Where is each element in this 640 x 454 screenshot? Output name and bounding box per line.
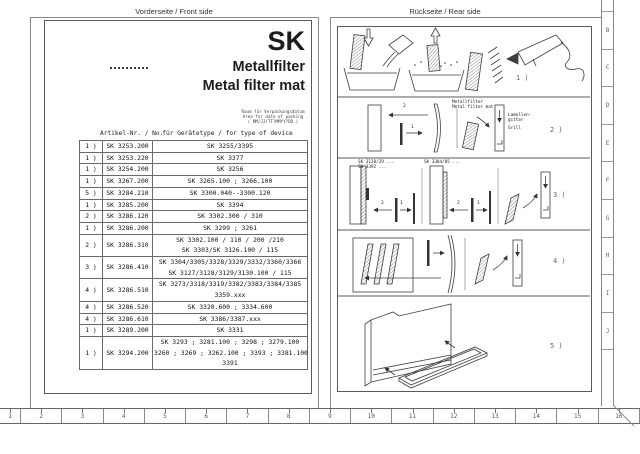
drawing-border-column-ruler	[0, 408, 640, 424]
ruler-cell: 4	[104, 409, 145, 423]
letter-strip-spacer	[602, 0, 613, 11]
article-no-cell: SK 3294.200	[103, 336, 153, 369]
device-types-cell	[153, 301, 308, 313]
arrow-down-icon	[364, 29, 373, 46]
row-letter-cell: D	[602, 86, 613, 124]
sk-variant-a2: SK 3392 ...	[358, 165, 387, 171]
table-row	[80, 211, 308, 223]
column-header-device: für Gerätetype / for type of device	[162, 130, 293, 137]
device-types-line: SK 3377	[216, 153, 244, 162]
table-row	[80, 176, 308, 188]
article-no-cell: SK 3254.200	[103, 164, 153, 176]
article-no-cell: SK 3285.200	[103, 199, 153, 211]
arrow-digit-1: 1	[400, 201, 403, 206]
metal-filter-label	[452, 100, 493, 111]
device-types-line: SK 3293 ; 3281.100 ; 3298 ; 3279.100	[160, 337, 300, 346]
ref-mark-cell: 1 )	[80, 152, 103, 164]
grill-label-l3: Grill	[508, 125, 521, 131]
column-header-article: Artikel-Nr. / No.	[100, 130, 164, 137]
title-german: Metallfilter	[232, 59, 305, 75]
step5-hood-illustration	[365, 304, 487, 388]
table-row	[80, 199, 308, 211]
device-types-cell	[153, 211, 308, 223]
spray-jet-lines	[488, 47, 503, 83]
filter-mat-icon	[475, 254, 489, 284]
device-types-line: 3359.xxx	[214, 291, 246, 300]
arrow-digit-2: 2	[457, 201, 460, 206]
device-types-line: 3391	[222, 359, 238, 368]
table-row	[80, 336, 308, 369]
device-types-cell	[153, 152, 308, 164]
soak-tub-icon	[409, 70, 464, 91]
parts-table	[79, 140, 308, 370]
ref-mark-cell: 4 )	[80, 313, 103, 325]
packing-note-line3: ( MM/JJ/TT?MMYY?DD )	[247, 119, 299, 125]
device-types-cell	[153, 164, 308, 176]
filter-mat-icon	[427, 45, 440, 72]
step1-label: 1 )	[516, 74, 529, 82]
table-row	[80, 152, 308, 164]
header-underline-left	[30, 17, 318, 18]
table-row	[80, 301, 308, 313]
ref-mark-cell: 5 )	[80, 187, 103, 199]
sk-variant-label-b: SK 3304/05 ...	[424, 160, 461, 165]
arrow-digit-2: 2	[403, 104, 406, 109]
device-types-line: SK 3304/3305/3328/3329/3332/3360/3366	[158, 258, 302, 267]
step3-label: 3 )	[553, 191, 566, 199]
rear-instructions-drawing	[337, 26, 590, 390]
device-types-cell	[153, 313, 308, 325]
row-letter-cell: H	[602, 237, 613, 275]
fold-line-left	[318, 17, 319, 408]
arrow-up-icon	[431, 28, 440, 43]
device-types-line: SK 3386/3387.xxx	[199, 314, 261, 323]
device-types-line: SK 3320.600 ; 3334.600	[187, 302, 273, 311]
ruler-cell: 5	[145, 409, 186, 423]
arrow-digit-2: 2	[381, 201, 384, 206]
ref-mark-cell: 2 )	[80, 234, 103, 256]
row-letter-cell: C	[602, 49, 613, 87]
ref-mark-cell: 1 )	[80, 176, 103, 188]
step3-variants-illustration	[350, 166, 550, 224]
article-no-cell: SK 3267.200	[103, 176, 153, 188]
front-side-header: Vorderseite / Front side	[135, 7, 213, 16]
packing-date-mark	[110, 67, 150, 69]
article-no-cell: SK 3286.510	[103, 279, 153, 301]
step4-filterbox-illustration	[353, 235, 522, 293]
article-no-cell: SK 3253.220	[103, 152, 153, 164]
article-no-cell: SK 3284.210	[103, 187, 153, 199]
filter-mat-icon	[462, 122, 478, 150]
table-row	[80, 164, 308, 176]
arrow-digit-1: 1	[477, 201, 480, 206]
row-letter-cell: G	[602, 199, 613, 237]
article-no-cell: SK 3286.310	[103, 234, 153, 256]
ruler-cell: 8	[269, 409, 310, 423]
article-no-cell: SK 3286.410	[103, 257, 153, 279]
metal-filter-label-de: Metallfilter	[452, 100, 484, 105]
device-types-line: SK 3127/3128/3129/3130.100 / 115	[168, 268, 292, 277]
ref-mark-cell: 1 )	[80, 199, 103, 211]
filter-mat-icon	[505, 194, 519, 224]
device-types-line: 3260 ; 3269 ; 3262.100 ; 3393 ; 3381.100	[154, 348, 308, 357]
row-letter-cell: I	[602, 274, 613, 312]
wash-tub-icon	[344, 68, 400, 90]
row-letter-cell	[602, 349, 613, 387]
title-english: Metal filter mat	[202, 78, 305, 94]
device-types-line: SK 3273/3318/3319/3382/3383/3384/3385	[158, 280, 302, 289]
ruler-cell: 14	[516, 409, 557, 423]
table-row	[80, 187, 308, 199]
device-types-cell	[153, 222, 308, 234]
metal-filter-label-en: Metal filter mat	[452, 105, 494, 111]
spray-nozzle-icon	[507, 53, 518, 64]
filter-mat-icon	[350, 35, 365, 70]
article-no-cell: SK 3286.120	[103, 211, 153, 223]
device-types-cell	[153, 141, 308, 153]
ref-mark-cell: 3 )	[80, 257, 103, 279]
row-letter-cell: F	[602, 161, 613, 199]
header-underline-right	[330, 17, 601, 18]
ref-mark-cell: 1 )	[80, 336, 103, 369]
device-types-cell	[153, 187, 308, 199]
article-no-cell: SK 3286.200	[103, 222, 153, 234]
device-types-line: SK 3299 ; 3261	[203, 223, 257, 232]
ref-mark-cell: 4 )	[80, 279, 103, 301]
device-types-line: SK 3331	[216, 326, 244, 335]
device-types-cell	[153, 336, 308, 369]
device-types-line: SK 3300.040--3300.120	[189, 188, 271, 197]
sk-variant-a1: SK 3128/29 ...	[358, 160, 395, 165]
packing-note-line2: Area for date of packing	[242, 114, 304, 120]
device-types-line: SK 3255/3395	[206, 142, 254, 150]
device-types-line: SK 3303/SK 3126.100 / 115	[181, 246, 279, 255]
device-types-cell	[153, 199, 308, 211]
ruler-cell: 15	[557, 409, 598, 423]
power-cable	[561, 42, 584, 81]
fold-line-right	[330, 17, 331, 408]
ref-mark-cell: 1 )	[80, 325, 103, 337]
table-row	[80, 257, 308, 279]
curved-panel	[448, 235, 452, 293]
packing-note-line1: Raum für Verpackungsdatum	[241, 109, 305, 114]
ruler-cell: 2	[21, 409, 62, 423]
device-types-line: SK 3302.300 / 310	[197, 212, 263, 221]
device-types-cell	[153, 325, 308, 337]
ruler-cell: 16	[599, 409, 640, 423]
table-row	[80, 325, 308, 337]
row-letter-cell: B	[602, 11, 613, 49]
device-types-line: SK 3302.100 / 110 / 200 /210	[176, 235, 284, 244]
drawing-border-row-letters	[601, 0, 614, 406]
device-types-line: SK 3394	[216, 200, 244, 209]
ruler-cell: 3	[62, 409, 103, 423]
article-no-cell: SK 3286.520	[103, 301, 153, 313]
ruler-cell: 6	[186, 409, 227, 423]
ruler-cell: 10	[351, 409, 392, 423]
device-types-cell	[153, 257, 308, 279]
step1-cleaning-illustration	[344, 28, 584, 91]
ruler-cell: 12	[434, 409, 475, 423]
article-no-cell: SK 3289.200	[103, 325, 153, 337]
device-types-line: SK 3265.100 ; 3266.100	[187, 177, 273, 186]
table-row	[80, 222, 308, 234]
table-row	[80, 141, 308, 153]
spray-gun-icon	[518, 35, 563, 65]
grill-label	[508, 113, 531, 131]
ruler-cell: 7	[227, 409, 268, 423]
ref-mark-cell: 4 )	[80, 301, 103, 313]
table-row	[80, 313, 308, 325]
device-types-cell	[153, 279, 308, 301]
ref-mark-cell: 1 )	[80, 141, 103, 153]
table-row	[80, 279, 308, 301]
row-letter-cell: J	[602, 312, 613, 350]
step2-assembly-illustration	[368, 104, 504, 152]
article-no-cell: SK 3286.610	[103, 313, 153, 325]
row-letter-cell: E	[602, 124, 613, 162]
frame-left-line	[30, 17, 31, 408]
device-types-line: SK 3256	[216, 165, 244, 174]
rear-side-header: Rückseite / Rear side	[409, 7, 481, 16]
article-no-cell: SK 3253.200	[103, 141, 153, 153]
packing-note	[238, 109, 308, 125]
ruler-cell: 1	[0, 409, 21, 423]
arrow-digit-1: 1	[411, 125, 414, 130]
ruler-cell: 13	[475, 409, 516, 423]
step4-label: 4 )	[553, 257, 566, 265]
filter-mat-icon	[465, 52, 482, 90]
grill-label-l1: Lamellen-	[508, 113, 532, 118]
table-row	[80, 234, 308, 256]
step2-label: 2 )	[550, 126, 563, 134]
ruler-cell: 9	[310, 409, 351, 423]
ref-mark-cell: 1 )	[80, 164, 103, 176]
pitcher-icon	[389, 35, 413, 54]
ruler-cell: 11	[392, 409, 433, 423]
grill-label-l2: gitter	[508, 118, 524, 124]
ref-mark-cell: 1 )	[80, 222, 103, 234]
corner-fold-mark	[608, 402, 640, 430]
sk-variant-label-a	[358, 160, 394, 171]
filter-panel	[368, 105, 381, 151]
brand-title: SK	[267, 26, 305, 56]
ref-mark-cell: 2 )	[80, 211, 103, 223]
grill-curve	[434, 104, 438, 152]
device-types-cell	[153, 234, 308, 256]
device-types-cell	[153, 176, 308, 188]
step5-label: 5 )	[550, 342, 563, 350]
